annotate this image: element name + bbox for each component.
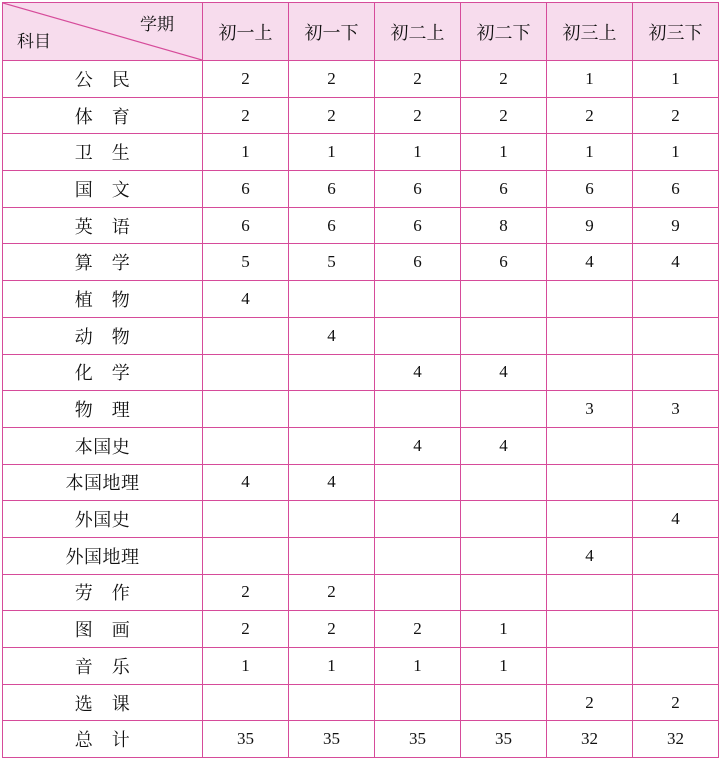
hours-cell bbox=[289, 281, 375, 318]
hours-cell: 1 bbox=[203, 648, 289, 685]
subject-cell: 劳 作 bbox=[3, 574, 203, 611]
term-header-6: 初三下 bbox=[633, 3, 719, 61]
hours-cell bbox=[547, 574, 633, 611]
hours-cell: 2 bbox=[633, 684, 719, 721]
subject-cell: 英 语 bbox=[3, 207, 203, 244]
table-row bbox=[3, 501, 719, 538]
hours-cell bbox=[289, 391, 375, 428]
table-body bbox=[3, 61, 719, 758]
table-row bbox=[3, 207, 719, 244]
hours-cell: 4 bbox=[375, 427, 461, 464]
hours-cell: 4 bbox=[633, 501, 719, 538]
table-row bbox=[3, 281, 719, 318]
hours-cell: 2 bbox=[203, 97, 289, 134]
total-row bbox=[3, 721, 719, 758]
hours-cell: 1 bbox=[461, 611, 547, 648]
hours-cell: 1 bbox=[289, 648, 375, 685]
subject-cell: 植 物 bbox=[3, 281, 203, 318]
hours-cell: 4 bbox=[289, 464, 375, 501]
table-row bbox=[3, 537, 719, 574]
hours-cell bbox=[461, 317, 547, 354]
hours-cell: 2 bbox=[375, 61, 461, 98]
hours-cell bbox=[375, 537, 461, 574]
hours-cell bbox=[203, 354, 289, 391]
term-header-3: 初二上 bbox=[375, 3, 461, 61]
hours-cell: 1 bbox=[203, 134, 289, 171]
table-row bbox=[3, 97, 719, 134]
hours-cell bbox=[203, 501, 289, 538]
hours-cell bbox=[547, 501, 633, 538]
hours-cell bbox=[461, 281, 547, 318]
hours-cell: 4 bbox=[203, 281, 289, 318]
hours-cell bbox=[633, 354, 719, 391]
subject-cell: 化 学 bbox=[3, 354, 203, 391]
hours-cell bbox=[633, 427, 719, 464]
hours-cell: 6 bbox=[461, 171, 547, 208]
subject-cell: 动 物 bbox=[3, 317, 203, 354]
hours-cell bbox=[633, 281, 719, 318]
term-header-2: 初一下 bbox=[289, 3, 375, 61]
table-row bbox=[3, 391, 719, 428]
curriculum-hours-table bbox=[2, 2, 719, 758]
subject-cell: 公 民 bbox=[3, 61, 203, 98]
hours-cell bbox=[289, 537, 375, 574]
subject-cell: 选 课 bbox=[3, 684, 203, 721]
hours-cell: 2 bbox=[203, 611, 289, 648]
hours-cell bbox=[461, 574, 547, 611]
subject-cell: 本国史 bbox=[3, 427, 203, 464]
hours-cell: 1 bbox=[461, 648, 547, 685]
subject-cell: 体 育 bbox=[3, 97, 203, 134]
hours-cell: 2 bbox=[289, 574, 375, 611]
hours-cell: 6 bbox=[547, 171, 633, 208]
hours-cell bbox=[289, 354, 375, 391]
table-row bbox=[3, 611, 719, 648]
hours-cell: 35 bbox=[461, 721, 547, 758]
hours-cell: 4 bbox=[375, 354, 461, 391]
hours-cell: 4 bbox=[633, 244, 719, 281]
hours-cell: 5 bbox=[203, 244, 289, 281]
hours-cell: 4 bbox=[547, 537, 633, 574]
hours-cell bbox=[633, 464, 719, 501]
hours-cell: 1 bbox=[375, 648, 461, 685]
hours-cell: 6 bbox=[633, 171, 719, 208]
subject-cell: 算 学 bbox=[3, 244, 203, 281]
hours-cell: 1 bbox=[633, 61, 719, 98]
hours-cell bbox=[547, 648, 633, 685]
hours-cell: 5 bbox=[289, 244, 375, 281]
hours-cell: 6 bbox=[289, 207, 375, 244]
hours-cell bbox=[461, 464, 547, 501]
hours-cell bbox=[203, 427, 289, 464]
hours-cell bbox=[375, 501, 461, 538]
subject-cell: 本国地理 bbox=[3, 464, 203, 501]
hours-cell: 6 bbox=[375, 244, 461, 281]
hours-cell: 1 bbox=[547, 61, 633, 98]
term-header-4: 初二下 bbox=[461, 3, 547, 61]
hours-cell: 2 bbox=[375, 611, 461, 648]
subject-cell: 卫 生 bbox=[3, 134, 203, 171]
hours-cell bbox=[547, 317, 633, 354]
table-row bbox=[3, 61, 719, 98]
hours-cell: 9 bbox=[547, 207, 633, 244]
hours-cell: 4 bbox=[289, 317, 375, 354]
corner-subject-label: 科目 bbox=[17, 32, 51, 52]
hours-cell: 1 bbox=[633, 134, 719, 171]
hours-cell bbox=[547, 281, 633, 318]
hours-cell bbox=[633, 537, 719, 574]
hours-cell: 6 bbox=[375, 207, 461, 244]
table-row bbox=[3, 171, 719, 208]
hours-cell bbox=[375, 684, 461, 721]
hours-cell bbox=[461, 537, 547, 574]
hours-cell: 2 bbox=[633, 97, 719, 134]
hours-cell bbox=[633, 648, 719, 685]
subject-cell: 图 画 bbox=[3, 611, 203, 648]
hours-cell bbox=[547, 464, 633, 501]
hours-cell: 1 bbox=[289, 134, 375, 171]
hours-cell: 1 bbox=[547, 134, 633, 171]
hours-cell: 2 bbox=[547, 97, 633, 134]
table-row bbox=[3, 244, 719, 281]
table-row bbox=[3, 648, 719, 685]
hours-cell: 1 bbox=[461, 134, 547, 171]
hours-cell: 4 bbox=[547, 244, 633, 281]
hours-cell bbox=[461, 391, 547, 428]
hours-cell bbox=[203, 317, 289, 354]
hours-cell: 2 bbox=[203, 574, 289, 611]
hours-cell: 6 bbox=[203, 171, 289, 208]
subject-cell: 物 理 bbox=[3, 391, 203, 428]
hours-cell: 6 bbox=[461, 244, 547, 281]
hours-cell bbox=[547, 427, 633, 464]
table-row bbox=[3, 354, 719, 391]
subject-cell: 外国地理 bbox=[3, 537, 203, 574]
hours-cell: 2 bbox=[289, 97, 375, 134]
hours-cell bbox=[547, 611, 633, 648]
term-header-5: 初三上 bbox=[547, 3, 633, 61]
hours-cell: 2 bbox=[461, 97, 547, 134]
hours-cell: 35 bbox=[289, 721, 375, 758]
hours-cell bbox=[375, 574, 461, 611]
hours-cell bbox=[633, 574, 719, 611]
hours-cell: 1 bbox=[375, 134, 461, 171]
table-row bbox=[3, 317, 719, 354]
table-row bbox=[3, 464, 719, 501]
hours-cell: 6 bbox=[375, 171, 461, 208]
schedule-table-container bbox=[2, 2, 718, 758]
corner-header-cell bbox=[3, 3, 203, 61]
term-header-1: 初一上 bbox=[203, 3, 289, 61]
hours-cell bbox=[203, 684, 289, 721]
hours-cell bbox=[461, 684, 547, 721]
hours-cell: 2 bbox=[289, 61, 375, 98]
hours-cell: 2 bbox=[547, 684, 633, 721]
hours-cell: 3 bbox=[633, 391, 719, 428]
hours-cell: 4 bbox=[461, 354, 547, 391]
hours-cell bbox=[289, 684, 375, 721]
header-row bbox=[3, 3, 719, 61]
hours-cell: 9 bbox=[633, 207, 719, 244]
table-row bbox=[3, 684, 719, 721]
hours-cell bbox=[375, 281, 461, 318]
hours-cell bbox=[547, 354, 633, 391]
hours-cell bbox=[461, 501, 547, 538]
table-row bbox=[3, 427, 719, 464]
hours-cell bbox=[289, 427, 375, 464]
hours-cell: 32 bbox=[547, 721, 633, 758]
hours-cell: 35 bbox=[203, 721, 289, 758]
hours-cell bbox=[633, 317, 719, 354]
hours-cell bbox=[633, 611, 719, 648]
hours-cell: 35 bbox=[375, 721, 461, 758]
hours-cell: 4 bbox=[461, 427, 547, 464]
hours-cell: 4 bbox=[203, 464, 289, 501]
hours-cell: 2 bbox=[461, 61, 547, 98]
hours-cell: 32 bbox=[633, 721, 719, 758]
hours-cell: 6 bbox=[289, 171, 375, 208]
hours-cell bbox=[375, 317, 461, 354]
subject-cell: 总 计 bbox=[3, 721, 203, 758]
subject-cell: 音 乐 bbox=[3, 648, 203, 685]
hours-cell: 2 bbox=[375, 97, 461, 134]
hours-cell bbox=[375, 464, 461, 501]
table-row bbox=[3, 134, 719, 171]
hours-cell: 2 bbox=[203, 61, 289, 98]
hours-cell bbox=[203, 391, 289, 428]
hours-cell: 8 bbox=[461, 207, 547, 244]
hours-cell: 6 bbox=[203, 207, 289, 244]
hours-cell bbox=[203, 537, 289, 574]
subject-cell: 国 文 bbox=[3, 171, 203, 208]
hours-cell bbox=[289, 501, 375, 538]
subject-cell: 外国史 bbox=[3, 501, 203, 538]
table-row bbox=[3, 574, 719, 611]
hours-cell: 3 bbox=[547, 391, 633, 428]
hours-cell: 2 bbox=[289, 611, 375, 648]
corner-term-label: 学期 bbox=[140, 15, 174, 35]
hours-cell bbox=[375, 391, 461, 428]
